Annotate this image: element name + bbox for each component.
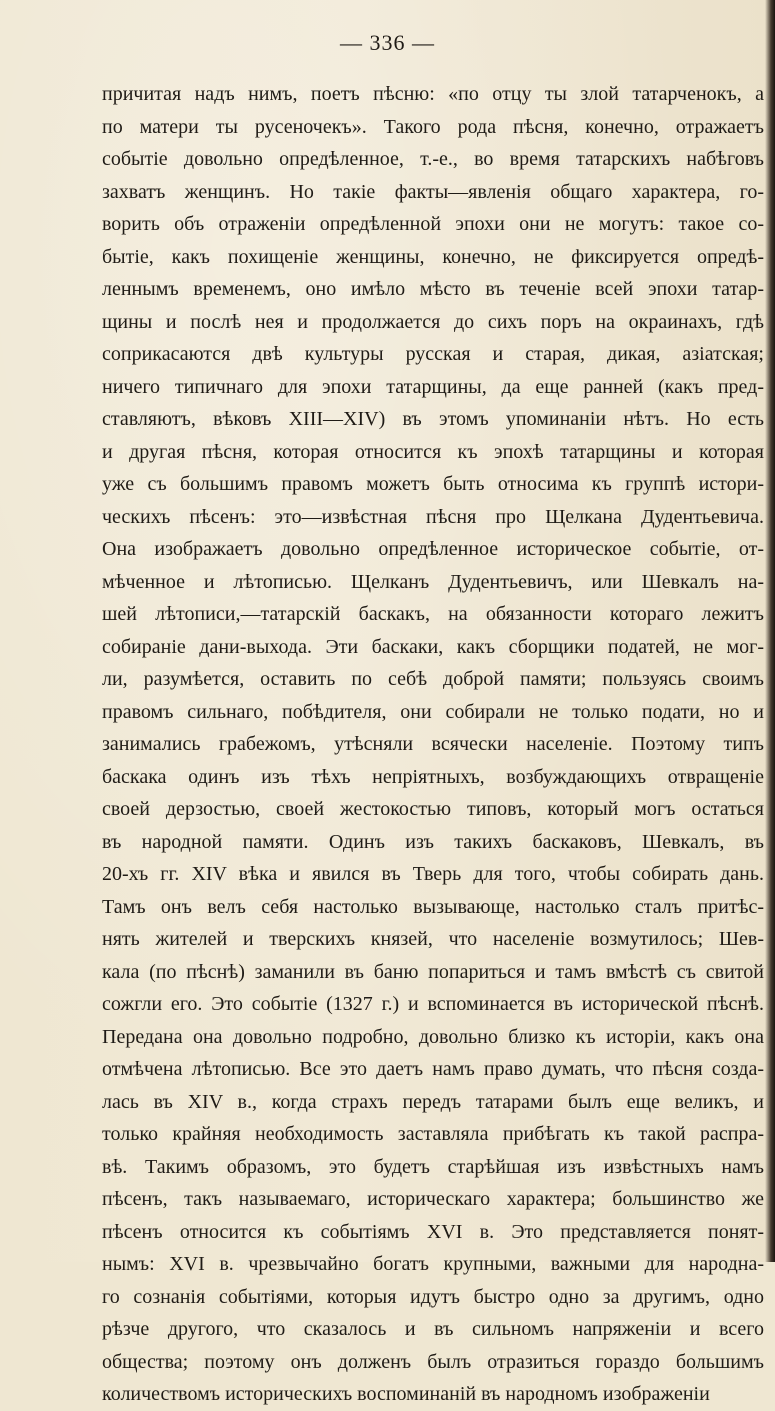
text-line: ли, разумѣется, оставить по себѣ доброй памяти; пользуясь своимъ (102, 668, 764, 690)
text-line: лась въ XIV в., когда страхъ передъ татарами былъ еще великъ, и (102, 1090, 764, 1113)
text-line: своей дерзостью, своей жестокостью типовъ, который могъ остаться (102, 798, 764, 820)
text-line: отмѣчена лѣтописью. Все это даетъ намъ право думать, что пѣсня созда- (102, 1058, 764, 1080)
text-line: го сознанія событіями, которыя идутъ быстро одно за другимъ, одно (102, 1285, 764, 1308)
text-line: занимались грабежомъ, утѣсняли всячески населеніе. Поэтому типъ (102, 733, 764, 755)
text-line: вѣ. Такимъ образомъ, это будетъ старѣйшая изъ извѣстныхъ намъ (102, 1155, 764, 1178)
text-line: сожгли его. Это событіе (1327 г.) и вспоминается въ исторической пѣснѣ. (102, 993, 764, 1015)
text-line: баскака одинъ изъ тѣхъ непріятныхъ, возбуждающихъ отвращеніе (102, 765, 764, 788)
text-line: ворить объ отраженіи опредѣленной эпохи они не могутъ: такое со- (102, 213, 764, 235)
text-line: ставляютъ, вѣковъ XIII—XIV) въ этомъ упоминаніи нѣтъ. Но есть (102, 408, 764, 430)
page-number: — 336 — (340, 30, 435, 55)
body-text (102, 78, 764, 1411)
text-line: и другая пѣсня, которая относится къ эпохѣ татарщины и которая (102, 440, 764, 463)
text-line: нымъ: XVI в. чрезвычайно богатъ крупными, важными для народна- (102, 1253, 764, 1275)
text-line: общества; поэтому онъ долженъ былъ отразиться гораздо большимъ (102, 1350, 764, 1373)
text-line: леннымъ временемъ, оно имѣло мѣсто въ теченіе всей эпохи татар- (102, 278, 764, 300)
text-line: только крайняя необходимость заставляла прибѣгать къ такой распра- (102, 1123, 764, 1145)
text-line: 20-хъ гг. XIV вѣка и явился въ Тверь для того, чтобы собирать дань. (102, 863, 764, 885)
text-line: захватъ женщинъ. Но такіе факты—явленія общаго характера, го- (102, 180, 764, 203)
text-line: ческихъ пѣсенъ: это—извѣстная пѣсня про Щелкана Дудентьевича. (102, 505, 764, 528)
text-line: Тамъ онъ велъ себя настолько вызывающе, настолько сталъ притѣс- (102, 895, 764, 918)
text-line: Она изображаетъ довольно опредѣленное историческое событіе, от- (102, 538, 764, 560)
text-line: ничего типичнаго для эпохи татарщины, да еще ранней (какъ пред- (102, 375, 764, 398)
text-line: шей лѣтописи,—татарскій баскакъ, на обязанности котораго лежитъ (102, 603, 764, 625)
text-line: въ народной памяти. Одинъ изъ такихъ баскаковъ, Шевкалъ, въ (102, 830, 764, 853)
text-line: рѣзче другого, что сказалось и въ сильномъ напряженіи и всего (102, 1318, 764, 1340)
text-line: количествомъ историческихъ воспоминаній въ народномъ изображеніи (102, 1383, 710, 1405)
text-line: соприкасаются двѣ культуры русская и старая, дикая, азіатская; (102, 343, 764, 365)
text-line: пѣсенъ относится къ событіямъ XVI в. Это представляется понят- (102, 1220, 764, 1243)
text-line: мѣченное и лѣтописью. Щелканъ Дудентьевичъ, или Шевкалъ на- (102, 570, 764, 593)
text-line: Передана она довольно подробно, довольно близко къ исторіи, какъ она (102, 1025, 764, 1048)
text-line: бытіе, какъ похищеніе женщины, конечно, не фиксируется опредѣ- (102, 245, 764, 268)
text-line: пѣсенъ, такъ называемаго, историческаго характера; большинство же (102, 1188, 764, 1210)
text-line: событіе довольно опредѣленное, т.-е., во время татарскихъ набѣговъ (102, 148, 764, 170)
text-line: нять жителей и тверскихъ князей, что населеніе возмутилось; Шев- (102, 928, 764, 950)
text-line: причитая надъ нимъ, поетъ пѣсню: «по отцу ты злой татарченокъ, а (102, 83, 764, 105)
page-edge-shadow (765, 0, 775, 1262)
text-line: по матери ты русеночекъ». Такого рода пѣсня, конечно, отражаетъ (102, 115, 764, 138)
text-line: прaвомъ сильнаго, побѣдителя, они собирали не только подати, но и (102, 700, 764, 723)
text-line: щины и послѣ нея и продолжается до сихъ поръ на окраинахъ, гдѣ (102, 310, 764, 333)
text-line: уже съ большимъ правомъ можетъ быть относима къ группѣ истори- (102, 473, 764, 495)
text-line: собираніе дани-выхода. Эти баскаки, какъ сборщики податей, не мог- (102, 635, 764, 658)
text-line: кала (по пѣснѣ) заманили въ баню попариться и тамъ вмѣстѣ съ свитой (102, 960, 764, 983)
